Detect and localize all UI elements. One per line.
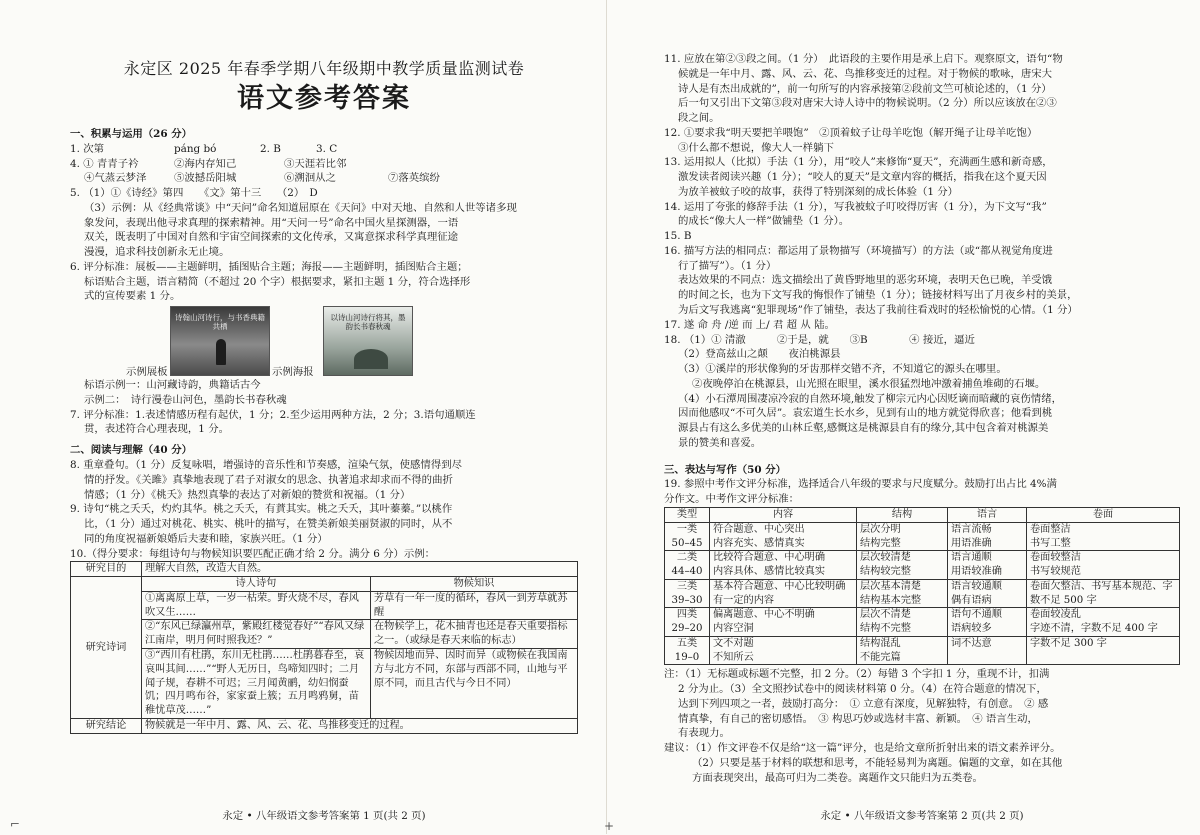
example-figures xyxy=(70,306,578,378)
answer-14: 14. 运用了夸张的修辞手法（1 分），写我被蚊子叮咬得厉害（1 分），为下文写“我” xyxy=(664,200,1047,213)
answer-9: 比，（1 分）通过对桃花、桃实、桃叶的描写，在赞美新娘美丽贤淑的同时，从不 xyxy=(84,518,453,531)
answer-8: 8. 重章叠句。（1 分）反复咏唱，增强诗的音乐性和节奏感，渲染气氛，使感情得到尽 xyxy=(70,459,462,472)
scoring-note: 情真挚，有自己的密切感悟。 ③ 构思巧妙或选材丰富、新颖。 ④ 语言生动， xyxy=(678,712,1038,725)
answer-1: 1. 次第 xyxy=(70,142,104,155)
criteria-cell: 语言流畅 用语准确 xyxy=(948,522,1027,551)
scoring-advice: 建议：（1）作文评卷不仅是给“这一篇”评分，也是给文章所折射出来的语文素养评分。 xyxy=(664,742,1061,755)
answer-11: 后一句又引出下文第③段对唐宋大诗人诗中的物候说明。（2 分）所以应该放在②③ xyxy=(678,97,1057,110)
slogan-example-1: 标语示例一：山河藏诗韵，典籍话古今 xyxy=(84,379,261,392)
answer-18: 18. （1）① 清澈 ②于是，就 ③B ④ 接近，逼近 xyxy=(664,333,975,346)
answer-16: 为后文写我逃离“犯罪现场”作了铺垫，表达了我前往看戏时的轻松愉悦的心情。（1 分） xyxy=(678,304,1078,317)
criteria-cell: 层次基本清楚 结构基本完整 xyxy=(857,579,948,608)
grade-cell: 二类 44–40 xyxy=(665,551,710,580)
page-2-footer: 永定 • 八年级语文参考答案第 2 页(共 2 页) xyxy=(820,810,1024,823)
answer-19: 分作文。中考作文评分标准： xyxy=(664,493,800,506)
answer-11: 11. 应放在第②③段之间。（1 分） 此语段的主要作用是承上启下。观察原文，语句“物 xyxy=(664,53,1063,65)
purpose-value: 理解大自然，改造大自然。 xyxy=(142,562,578,577)
criteria-cell: 层次分明 结构完整 xyxy=(857,522,948,551)
criteria-cell: 语言较通顺 偶有语病 xyxy=(948,579,1027,608)
display-board-text: 诗翰山河诗行，与书香典籍共栖 xyxy=(175,313,265,332)
table-header-row xyxy=(665,507,1180,522)
answer-4-item: ④气蒸云梦泽 xyxy=(84,172,147,185)
table-row xyxy=(71,562,578,577)
answer-5-part-1: 5. （1）①《诗经》第四 《文》第十三 （2） D xyxy=(70,187,318,200)
column-header-poems: 诗人诗句 xyxy=(142,577,371,592)
page-fold xyxy=(606,0,607,834)
answer-8: 情的抒发。《关雎》真挚地表现了君子对淑女的思念、执著追求却求而不得的曲折 xyxy=(84,473,453,486)
answer-12: 12. ①要求我“明天要把羊喂饱” ②顶着蚊子让母羊吃饱（解开绳子让母羊吃饱） xyxy=(664,126,1038,139)
answer-10-table xyxy=(70,561,578,733)
answer-7: 7. 评分标准：1.表述情感历程有起伏，1 分；2.至少运用两种方法，2 分；3.语句通顺连 xyxy=(70,408,476,421)
answer-19: 19. 参照中考作文评分标准，选择适合八年级的要求与尺度赋分。鼓励打出占比 4%满 xyxy=(664,478,1057,491)
section-1-heading: 一、积累与运用（26 分） xyxy=(70,128,192,140)
scoring-note: 有表现力。 xyxy=(678,727,730,740)
answer-1-3 xyxy=(70,142,578,157)
table-row xyxy=(665,579,1180,608)
grade-cell: 五类 19–0 xyxy=(665,636,710,665)
answer-16: 行了描写”）。（1 分） xyxy=(678,259,777,272)
study-label: 研究诗词 xyxy=(71,577,142,719)
criteria-cell: 符合题意、中心突出 内容充实、感情真实 xyxy=(710,522,857,551)
column-header: 结构 xyxy=(857,507,948,522)
column-header-knowledge: 物候知识 xyxy=(371,577,578,592)
grade-cell: 三类 39–30 xyxy=(665,579,710,608)
answer-11: 候就是一年中月、露、风、云、花、鸟推移变迁的过程。对于物候的歌咏，唐宋大 xyxy=(678,67,1053,80)
table-row xyxy=(71,591,578,620)
criteria-cell: 卷面整洁 书写工整 xyxy=(1027,522,1180,551)
table-row xyxy=(71,648,578,718)
scoring-note: 达到下列四项之一者，鼓励打高分： ① 立意有深度，见解独特，有创意。 ② 感 xyxy=(678,697,1049,710)
criteria-cell: 字数不足 300 字 xyxy=(1027,636,1180,665)
criteria-cell: 语句不通顺 语病较多 xyxy=(948,608,1027,637)
answer-6: 标语贴合主题，语言精简（不超过 20 个字）根据要求，紧扣主题 1 分，符合选择形 xyxy=(84,275,471,288)
table-row xyxy=(665,522,1180,551)
criteria-cell: 层次较清楚 结构较完整 xyxy=(857,551,948,580)
person-silhouette-icon xyxy=(216,339,226,365)
answer-18: （4）小石潭周围凄凉冷寂的自然环境,触发了柳宗元内心因贬谪而暗藏的哀伤情绪， xyxy=(678,392,1062,405)
purpose-label: 研究目的 xyxy=(71,562,142,577)
answer-4-item: ②海内存知己 xyxy=(174,157,237,170)
essay-scoring-table xyxy=(664,507,1180,665)
example-poster-image xyxy=(323,306,413,376)
answer-9: 同的角度祝福新娘婚后夫妻和睦，家族兴旺。（1 分） xyxy=(84,532,328,545)
answer-15: 15. B xyxy=(664,230,692,243)
criteria-cell: 偏离题意、中心不明确 内容空洞 xyxy=(710,608,857,637)
column-header: 类型 xyxy=(665,507,710,522)
crop-mark-bottom-left: ⌐ xyxy=(10,817,21,831)
table-row xyxy=(665,636,1180,665)
criteria-cell: 卷面欠整洁、书写基本规范、字数不足 500 字 xyxy=(1027,579,1180,608)
section-3-heading: 三、表达与写作（50 分） xyxy=(664,463,786,476)
table-row xyxy=(665,551,1180,580)
answer-2: 2. B xyxy=(260,142,281,155)
scoring-advice: 方面表现突出，最高可归为二类卷。离题作文只能归为五类卷。 xyxy=(692,771,983,784)
table-row xyxy=(665,608,1180,637)
criteria-cell: 层次不清楚 结构不完整 xyxy=(857,608,948,637)
answer-4-item: ⑥溯洄从之 xyxy=(284,172,336,185)
scoring-advice: （2）只要是基于材料的联想和思考，不能轻易判为离题。偏题的文章，如在其他 xyxy=(692,756,1063,769)
answer-11: 段之间。 xyxy=(678,112,720,125)
criteria-cell: 结构混乱 不能完篇 xyxy=(857,636,948,665)
answer-13: 激发读者阅读兴趣（1 分）；“咬人的夏天”是文章内容的概括，指我在这个夏天因 xyxy=(678,171,1047,184)
page-1 xyxy=(70,0,578,834)
page-2-body xyxy=(664,52,1180,786)
answer-5-part-3: （3）示例：从《经典常谈》中“天问”命名知道屈原在《天问》中对天地、自然和人世等诸多现 xyxy=(84,201,517,214)
grade-cell: 一类 50–45 xyxy=(665,522,710,551)
answer-5-part-3: 象发问，表现出他寻求真理的探索精神。用“天问一号”命名中国火星探测器，一语 xyxy=(84,216,459,229)
page-title: 语文参考答案 xyxy=(237,83,411,114)
answer-8: 情感；（1 分）《桃夭》热烈真挚的表达了对新娘的赞赏和祝福。（1 分） xyxy=(84,488,411,501)
answer-4-line-2 xyxy=(70,171,578,186)
answer-5-part-3: 双关，既表明了中国对自然和宇宙空间探索的文化传承，又寓意探求科学真理征途 xyxy=(84,231,459,244)
answer-18: 景的赞美和喜爱。 xyxy=(678,436,762,449)
answer-16: 表达效果的不同点：选文描绘出了黄昏野地里的恶劣环境，表明天色已晚，羊受饿 xyxy=(678,274,1053,287)
answer-13: 为放羊被蚊子咬的故事，获得了特别深刻的成长体验（1 分） xyxy=(678,185,959,198)
column-header: 内容 xyxy=(710,507,857,522)
criteria-cell: 基本符合题意、中心比较明确 有一定的内容 xyxy=(710,579,857,608)
section-2-heading: 二、阅读与理解（40 分） xyxy=(70,444,192,457)
answer-18: （2）登高兹山之颠 夜泊桃源县 xyxy=(678,348,841,361)
scoring-note: 注：（1）无标题或标题不完整，扣 2 分。（2）每错 3 个字扣 1 分，重现不计，扣满 xyxy=(664,668,1050,681)
answer-18: 源县占有这么多优美的山林丘壑,感慨这是桃源县自有的缘分,其中包含着对桃源美 xyxy=(678,422,1049,435)
answer-4-item: ⑤波撼岳阳城 xyxy=(174,172,237,185)
scoring-note: 2 分为止。（3）全文照抄试卷中的阅读材料第 0 分。（4）在符合题意的情况下， xyxy=(678,683,1047,696)
poster-text: 以诗山河诗行将其，墨韵长书春秋魂 xyxy=(330,313,406,332)
poem-cell: ①离离原上草，一岁一枯荣。野火烧不尽，春风吹又生…… xyxy=(142,591,371,620)
page-2 xyxy=(664,0,1180,834)
grade-cell: 四类 29–20 xyxy=(665,608,710,637)
answer-18: （3）①溪岸的形状像狗的牙齿那样交错不齐，不知道它的源头在哪里。 xyxy=(678,363,1007,376)
knowledge-cell: 芳草有一年一度的循环，春风一到芳草就苏醒 xyxy=(371,591,578,620)
example-display-board-image xyxy=(170,306,270,376)
answer-16: 的时间之长，也为下文写我的悔恨作了铺垫（1 分）；链接材料写出了月夜乡村的美景， xyxy=(678,289,1078,302)
caption-display-board: 示例展板 xyxy=(126,366,168,379)
knowledge-cell: 物候因地而异、因时而异（或物候在我国南方与北方不同，东部与西部不同，山地与平原不同，而且古代与今日不同） xyxy=(371,648,578,718)
criteria-cell: 比较符合题意、中心明确 内容具体、感情比较真实 xyxy=(710,551,857,580)
answer-17: 17. 遂 命 舟 /逆 而 上/ 君 超 从 陆。 xyxy=(664,318,835,331)
answer-3: 3. C xyxy=(316,142,338,155)
criteria-cell: 语言通顺 用语较准确 xyxy=(948,551,1027,580)
answer-16: 16. 描写方法的相同点：都运用了景物描写（环境描写）的方法（或“都从视觉角度进 xyxy=(664,244,1053,257)
answer-9: 9. 诗句“桃之夭夭，灼灼其华。桃之夭夭，有蕡其实。桃之夭夭，其叶蓁蓁。”以桃作 xyxy=(70,503,453,516)
mountain-icon xyxy=(354,349,388,369)
caption-poster: 示例海报 xyxy=(272,366,314,379)
answer-4-item: ③天涯若比邻 xyxy=(284,157,347,170)
criteria-cell: 词不达意 xyxy=(948,636,1027,665)
answer-4-item: ⑦落英缤纷 xyxy=(388,172,440,185)
criteria-cell: 卷面较凌乱 字迹不清，字数不足 400 字 xyxy=(1027,608,1180,637)
answer-4-line-1 xyxy=(70,157,578,172)
conclusion-label: 研究结论 xyxy=(71,718,142,733)
answer-14: 的成长“像大人一样”做铺垫（1 分）。 xyxy=(678,215,850,228)
table-row xyxy=(71,620,578,649)
slogan-example-2: 示例二： 诗行漫卷山河色，墨韵长书春秋魂 xyxy=(84,393,287,406)
answer-7: 贯，表述符合心理表现，1 分。 xyxy=(84,423,229,436)
answer-13: 13. 运用拟人（比拟）手法（1 分），用“咬人”来修饰“夏天”，充满画生感和新奇感， xyxy=(664,156,1053,169)
answer-5-part-3: 漫漫，追求科技创新永无止境。 xyxy=(84,246,230,259)
column-header: 语言 xyxy=(948,507,1027,522)
answer-1-pinyin: páng bó xyxy=(174,142,217,155)
answer-11: 诗人是有杰出成就的”，前一句所写的内容承接第②段前文竺可桢论述的，（1 分） xyxy=(678,82,1052,95)
exam-subtitle: 永定区 2025 年春季学期八年级期中教学质量监测试卷 xyxy=(123,59,525,78)
answer-6: 6. 评分标准：展板——主题鲜明，插图贴合主题；海报——主题鲜明，插图贴合主题； xyxy=(70,260,468,273)
answer-18: ②夜晚停泊在桃源县，山光照在眼里，溪水很猛烈地冲激着捕鱼堆砌的石堰。 xyxy=(692,377,1046,390)
criteria-cell: 文不对题 不知所云 xyxy=(710,636,857,665)
crop-mark-bottom-center: + xyxy=(604,819,615,833)
column-header: 卷面 xyxy=(1027,507,1180,522)
essay-scoring-body xyxy=(665,522,1180,665)
knowledge-cell: 在物候学上，花木抽青也还是春天重要指标之一。（或绿是春天来临的标志） xyxy=(371,620,578,649)
conclusion-value: 物候就是一年中月、露、风、云、花、鸟推移变迁的过程。 xyxy=(142,718,578,733)
page-1-body xyxy=(70,127,578,734)
answer-4-item: 4. ① 青青子衿 xyxy=(70,157,139,170)
table-row xyxy=(71,577,578,592)
criteria-cell: 卷面较整洁 书写较规范 xyxy=(1027,551,1180,580)
page-1-footer: 永定 • 八年级语文参考答案第 1 页(共 2 页) xyxy=(222,810,426,823)
answer-12: ③什么都不想说，像大人一样躺下 xyxy=(678,141,834,154)
poem-cell: ③“西川有杜鹃，东川无杜鹃……杜鹃暮春至，哀哀叫其间……”“野人无历日，鸟啼知四时；二月闻子规，春耕不可迟；三月闻黄鹂，幼妇悯蚕饥；四月鸣布谷，家家蚕上簇；五月鸣鸦舅，苗稚忧草茂……” xyxy=(142,648,371,718)
answer-10-intro: 10.（得分要求：每组诗句与物候知识要匹配正确才给 2 分。满分 6 分）示例： xyxy=(70,547,436,560)
answer-18: 因而他感叹“不可久居”。袁宏道生长水乡，见到有山的地方就觉得欣喜；他看到桃 xyxy=(678,407,1053,420)
poem-cell: ②“东风已绿瀛州草，紫殿红楼觉春好”“春风又绿江南岸，明月何时照我还？” xyxy=(142,620,371,649)
answer-6: 式的宣传要素 1 分。 xyxy=(84,290,181,303)
table-row xyxy=(71,718,578,733)
